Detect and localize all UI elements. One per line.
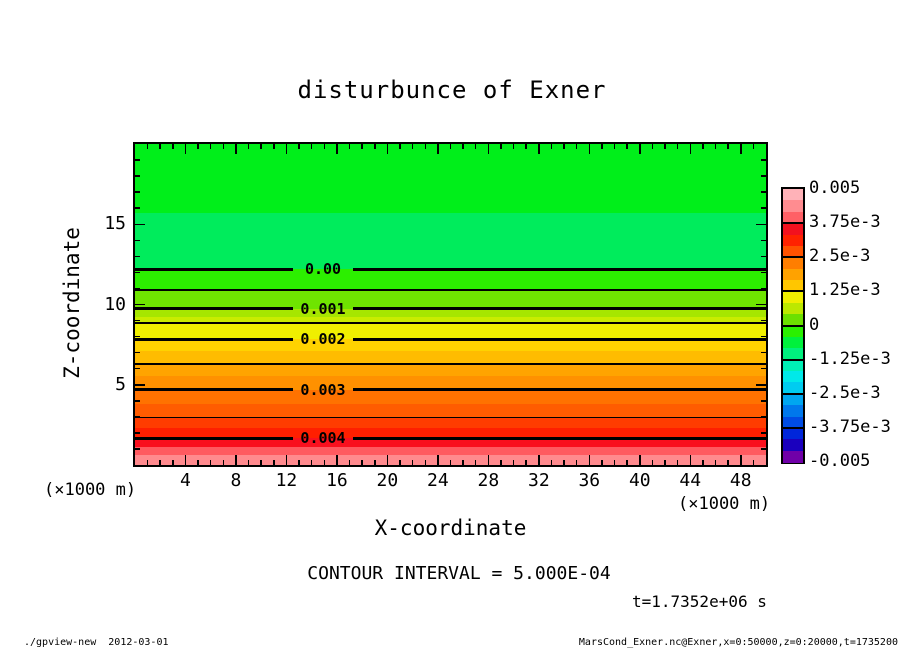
axis-tick	[324, 144, 326, 149]
contour-plot-area	[133, 142, 768, 467]
contour-label: 0.002	[300, 330, 346, 349]
axis-tick	[135, 256, 140, 258]
axis-tick	[753, 460, 755, 465]
axis-tick	[425, 144, 427, 149]
colorbar-cell	[783, 428, 803, 440]
x-tick-label: 4	[180, 470, 191, 491]
axis-tick	[589, 455, 591, 465]
colorbar	[781, 187, 805, 464]
axis-tick	[639, 144, 641, 154]
colorbar-cell	[783, 326, 803, 338]
axis-tick	[551, 460, 553, 465]
axis-tick	[361, 460, 363, 465]
colorbar-tick-label: 0.005	[809, 178, 861, 198]
axis-tick	[185, 144, 187, 154]
axis-tick	[135, 191, 140, 193]
colorbar-tick-label: 2.5e-3	[809, 246, 871, 267]
axis-tick	[223, 460, 225, 465]
x-tick-label: 48	[729, 470, 752, 491]
axis-tick	[677, 460, 679, 465]
axis-tick	[727, 144, 729, 149]
contour-band	[135, 390, 766, 404]
axis-tick	[761, 207, 766, 209]
axis-tick	[576, 460, 578, 465]
axis-tick	[311, 144, 313, 149]
contour-band	[135, 213, 766, 270]
colorbar-cell	[783, 360, 803, 372]
x-tick-label: 24	[427, 470, 449, 491]
colorbar-segment-divider	[783, 222, 803, 224]
x-tick-label: 32	[527, 470, 550, 491]
contour-line	[135, 417, 766, 419]
axis-tick	[135, 352, 140, 354]
contour-line	[353, 388, 766, 391]
contour-band	[135, 339, 766, 351]
axis-tick	[135, 240, 140, 242]
axis-tick	[437, 455, 439, 465]
axis-tick	[172, 460, 174, 465]
colorbar-tick-label: -2.5e-3	[809, 382, 881, 403]
axis-tick	[761, 352, 766, 354]
axis-tick	[551, 144, 553, 149]
axis-tick	[286, 144, 288, 154]
y-tick-label: 15	[104, 213, 126, 235]
contour-line	[135, 307, 293, 310]
colorbar-tick-label: -1.25e-3	[809, 348, 891, 369]
axis-tick	[260, 144, 262, 149]
axis-tick	[349, 460, 351, 465]
axis-tick	[135, 159, 140, 161]
axis-tick	[525, 460, 527, 465]
contour-band	[135, 144, 766, 214]
colorbar-cell	[783, 394, 803, 406]
axis-tick	[761, 288, 766, 290]
axis-tick	[761, 272, 766, 274]
axis-tick	[761, 432, 766, 434]
colorbar-segment-divider	[783, 325, 803, 327]
axis-tick	[135, 272, 140, 274]
contour-band	[135, 418, 766, 429]
x-tick-label: 12	[275, 470, 298, 491]
axis-tick	[500, 460, 502, 465]
axis-tick	[324, 460, 326, 465]
colorbar-cell	[783, 371, 803, 383]
y-axis-title: Z-coordinate	[60, 227, 84, 379]
axis-tick	[538, 455, 540, 465]
colorbar-cell	[783, 269, 803, 281]
axis-tick	[248, 144, 250, 149]
x-tick-label: 40	[628, 470, 651, 491]
x-tick-label: 16	[326, 470, 348, 491]
axis-tick	[601, 460, 603, 465]
axis-tick	[399, 460, 401, 465]
axis-tick	[399, 144, 401, 149]
axis-tick	[336, 144, 338, 154]
colorbar-tick-label: 0	[809, 314, 820, 335]
axis-tick	[500, 144, 502, 149]
axis-tick	[761, 336, 766, 338]
axis-tick	[756, 224, 766, 226]
axis-tick	[488, 455, 490, 465]
axis-tick	[761, 320, 766, 322]
axis-tick	[425, 460, 427, 465]
contour-line	[135, 338, 293, 341]
axis-tick	[135, 320, 140, 322]
axis-tick	[761, 448, 766, 450]
axis-tick	[753, 144, 755, 149]
axis-tick	[626, 144, 628, 149]
axis-tick	[761, 191, 766, 193]
axis-tick	[437, 144, 439, 154]
contour-line	[135, 289, 766, 291]
colorbar-segment-divider	[783, 256, 803, 258]
axis-tick	[135, 448, 140, 450]
contour-band	[135, 269, 766, 291]
axis-tick	[639, 455, 641, 465]
axis-tick	[475, 460, 477, 465]
page-title: disturbunce of Exner	[297, 76, 607, 104]
axis-tick	[563, 144, 565, 149]
axis-tick	[702, 144, 704, 149]
axis-tick	[197, 144, 199, 149]
axis-tick	[450, 460, 452, 465]
axis-tick	[135, 384, 145, 386]
axis-tick	[761, 368, 766, 370]
axis-tick	[336, 455, 338, 465]
axis-tick	[563, 460, 565, 465]
axis-tick	[690, 144, 692, 154]
colorbar-cell	[783, 451, 803, 463]
axis-tick	[761, 400, 766, 402]
axis-tick	[412, 460, 414, 465]
axis-tick	[235, 455, 237, 465]
axis-tick	[135, 304, 145, 306]
axis-tick	[761, 175, 766, 177]
colorbar-segment-divider	[783, 290, 803, 292]
axis-tick	[525, 144, 527, 149]
axis-tick	[740, 144, 742, 154]
axis-tick	[756, 304, 766, 306]
axis-tick	[260, 460, 262, 465]
axis-tick	[513, 460, 515, 465]
colorbar-tick-label: 3.75e-3	[809, 212, 881, 233]
colorbar-tick-label: -0.005	[809, 451, 871, 471]
colorbar-cell	[783, 439, 803, 451]
axis-tick	[135, 416, 140, 418]
axis-tick	[690, 455, 692, 465]
contour-line	[353, 307, 766, 310]
y-tick-label: 5	[115, 373, 126, 395]
colorbar-cell	[783, 291, 803, 303]
axis-tick	[715, 460, 717, 465]
axis-tick	[135, 175, 140, 177]
axis-tick	[273, 144, 275, 149]
axis-tick	[135, 400, 140, 402]
axis-tick	[223, 144, 225, 149]
colorbar-cell	[783, 189, 803, 201]
axis-tick	[159, 144, 161, 149]
axis-tick	[664, 144, 666, 149]
y-axis-unit-label: (×1000 m)	[44, 480, 137, 500]
axis-tick	[135, 336, 140, 338]
contour-interval-note: CONTOUR INTERVAL = 5.000E-04	[307, 563, 611, 584]
x-tick-label: 44	[679, 470, 702, 491]
axis-tick	[601, 144, 603, 149]
axis-tick	[197, 460, 199, 465]
axis-tick	[172, 144, 174, 149]
contour-line	[135, 437, 293, 440]
axis-tick	[450, 144, 452, 149]
axis-tick	[210, 144, 212, 149]
x-tick-label: 8	[230, 470, 242, 491]
axis-tick	[298, 460, 300, 465]
axis-tick	[349, 144, 351, 149]
axis-tick	[652, 460, 654, 465]
colorbar-tick-label: 1.25e-3	[809, 280, 881, 301]
axis-tick	[715, 144, 717, 149]
contour-label: 0.003	[300, 380, 346, 399]
axis-tick	[135, 432, 140, 434]
axis-tick	[147, 460, 149, 465]
colorbar-cell	[783, 405, 803, 417]
contour-line	[353, 268, 766, 271]
axis-tick	[462, 460, 464, 465]
axis-tick	[702, 460, 704, 465]
x-axis-unit-label: (×1000 m)	[678, 494, 771, 514]
contour-band	[135, 364, 766, 376]
axis-tick	[761, 240, 766, 242]
axis-tick	[374, 460, 376, 465]
contour-line	[135, 363, 766, 365]
axis-tick	[135, 224, 145, 226]
axis-tick	[135, 207, 140, 209]
colorbar-cell	[783, 235, 803, 247]
axis-tick	[235, 144, 237, 154]
colorbar-cell	[783, 303, 803, 315]
axis-tick	[677, 144, 679, 149]
axis-tick	[614, 144, 616, 149]
axis-tick	[159, 460, 161, 465]
y-tick-label: 10	[104, 293, 126, 315]
colorbar-cell	[783, 337, 803, 349]
axis-tick	[387, 144, 389, 154]
axis-tick	[248, 460, 250, 465]
axis-tick	[135, 368, 140, 370]
contour-label: 0.00	[304, 260, 342, 279]
axis-tick	[488, 144, 490, 154]
colorbar-cell	[783, 223, 803, 235]
axis-tick	[475, 144, 477, 149]
axis-tick	[286, 455, 288, 465]
contour-line	[353, 338, 766, 341]
axis-tick	[387, 455, 389, 465]
axis-tick	[210, 460, 212, 465]
axis-tick	[513, 144, 515, 149]
time-annotation: t=1.7352e+06 s	[632, 592, 767, 611]
contour-line	[135, 268, 293, 271]
contour-plot-canvas	[135, 144, 766, 465]
axis-tick	[298, 144, 300, 149]
axis-tick	[462, 144, 464, 149]
contour-label: 0.001	[300, 299, 346, 318]
x-axis-title: X-coordinate	[374, 516, 527, 540]
colorbar-cell	[783, 200, 803, 212]
colorbar-cell	[783, 257, 803, 269]
x-tick-label: 36	[578, 470, 601, 491]
colorbar-segment-divider	[783, 427, 803, 429]
axis-tick	[664, 460, 666, 465]
contour-line	[135, 322, 766, 324]
axis-tick	[361, 144, 363, 149]
axis-tick	[761, 159, 766, 161]
axis-tick	[185, 455, 187, 465]
colorbar-segment-divider	[783, 393, 803, 395]
axis-tick	[147, 144, 149, 149]
axis-tick	[740, 455, 742, 465]
axis-tick	[589, 144, 591, 154]
axis-tick	[374, 144, 376, 149]
axis-tick	[756, 384, 766, 386]
x-tick-label: 28	[477, 470, 500, 491]
contour-label: 0.004	[300, 429, 346, 448]
contour-line	[353, 437, 766, 440]
colorbar-tick-label: -3.75e-3	[809, 416, 891, 437]
axis-tick	[761, 416, 766, 418]
axis-tick	[652, 144, 654, 149]
axis-tick	[614, 460, 616, 465]
axis-tick	[727, 460, 729, 465]
axis-tick	[135, 288, 140, 290]
axis-tick	[273, 460, 275, 465]
contour-line	[135, 388, 293, 391]
colorbar-segment-divider	[783, 359, 803, 361]
axis-tick	[576, 144, 578, 149]
axis-tick	[412, 144, 414, 149]
footer-file-text: MarsCond_Exner.nc@Exner,x=0:50000,z=0:20000,t=1735200	[578, 637, 898, 648]
footer-command-text: ./gpview-new 2012-03-01	[24, 637, 169, 648]
axis-tick	[538, 144, 540, 154]
axis-tick	[626, 460, 628, 465]
x-tick-label: 20	[376, 470, 399, 491]
axis-tick	[761, 256, 766, 258]
axis-tick	[311, 460, 313, 465]
